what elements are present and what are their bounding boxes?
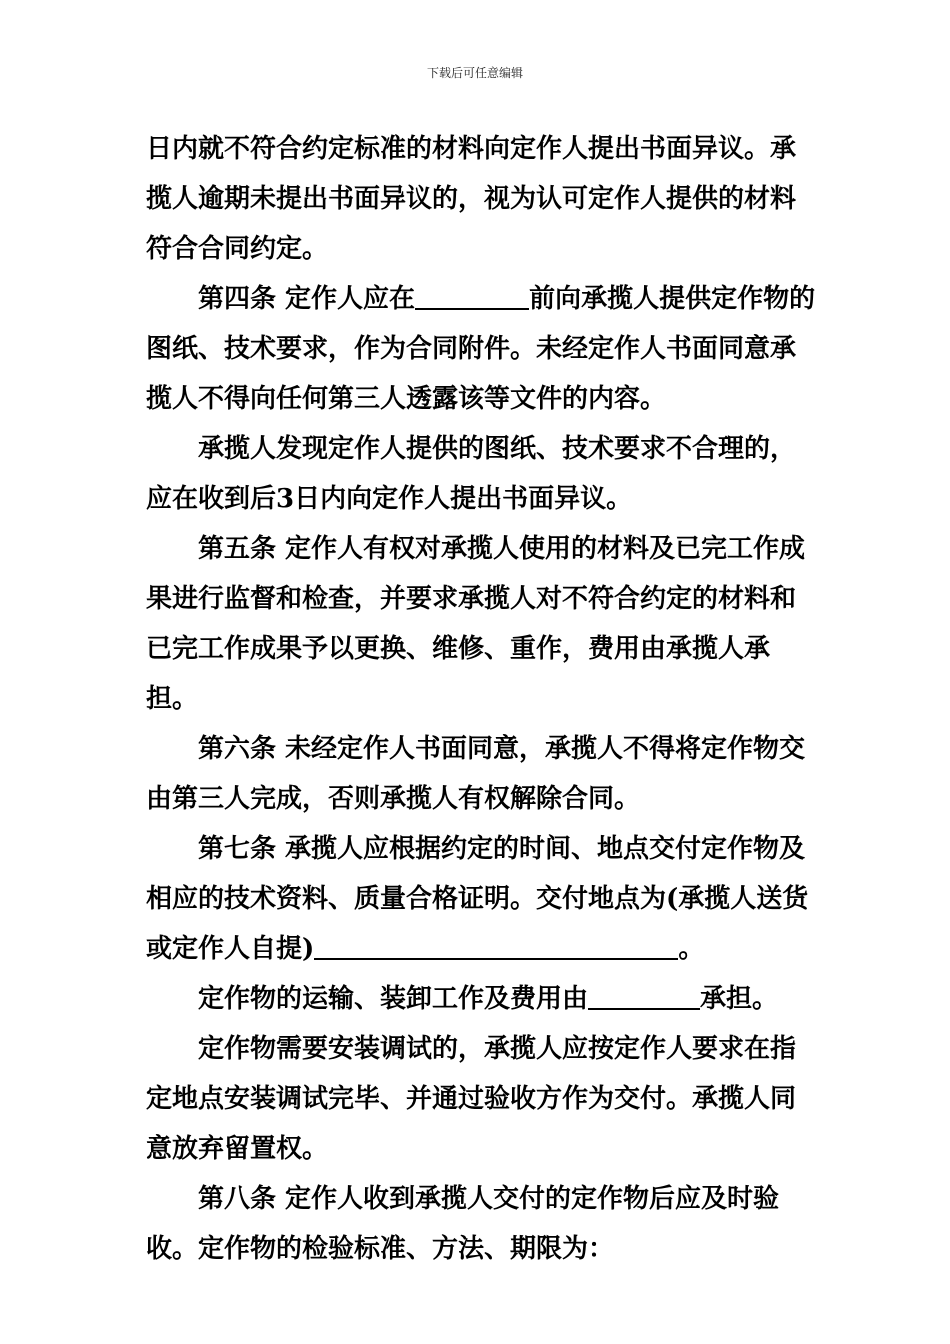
- page-header: 下载后可任意编辑: [426, 66, 523, 80]
- transport-text-end: 承担。: [700, 984, 779, 1014]
- article-7-text-end: 。: [678, 934, 705, 964]
- article-4-text-start: 第四条 定作人应在: [198, 284, 416, 314]
- paragraph-article-8: 第八条 定作人收到承揽人交付的定作物后应及时验收。定作物的检验标准、方法、期限为：: [146, 1184, 780, 1264]
- document-body: [146, 124, 818, 1274]
- fill-in-blank-delivery-location[interactable]: [314, 928, 678, 960]
- paragraph-transport: [146, 974, 818, 1024]
- article-7-text-start: 第七条 承揽人应根据约定的时间、地点交付定作物及相应的技术资料、质量合格证明。交付地点为(承揽人送货或定作人自提): [146, 834, 809, 964]
- fill-in-blank-transport-party[interactable]: [588, 978, 700, 1010]
- article-4-text-end: 前向承揽人提供定作物的图纸、技术要求，作为合同附件。未经定作人书面同意承揽人不得向任何第三人透露该等文件的内容。: [146, 284, 816, 414]
- paragraph-continuation: 日内就不符合约定标准的材料向定作人提出书面异议。承揽人逾期未提出书面异议的，视为认可定作人提供的材料符合合同约定。: [146, 134, 797, 264]
- paragraph-article-7: [146, 824, 818, 974]
- paragraph-article-5: 第五条 定作人有权对承揽人使用的材料及已完工作成果进行监督和检查，并要求承揽人对不符合约定的材料和已完工作成果予以更换、维修、重作，费用由承揽人承担。: [146, 534, 806, 714]
- paragraph-article-4: [146, 274, 818, 424]
- transport-text-start: 定作物的运输、装卸工作及费用由: [198, 984, 589, 1014]
- paragraph-installation: 定作物需要安装调试的，承揽人应按定作人要求在指定地点安装调试完毕、并通过验收方作为交付。承揽人同意放弃留置权。: [146, 1034, 797, 1164]
- fill-in-blank-deadline[interactable]: [415, 278, 529, 310]
- paragraph-objection: 承揽人发现定作人提供的图纸、技术要求不合理的，应在收到后3日内向定作人提出书面异议。: [146, 434, 797, 514]
- paragraph-article-6: 第六条 未经定作人书面同意，承揽人不得将定作物交由第三人完成，否则承揽人有权解除合同。: [146, 734, 806, 814]
